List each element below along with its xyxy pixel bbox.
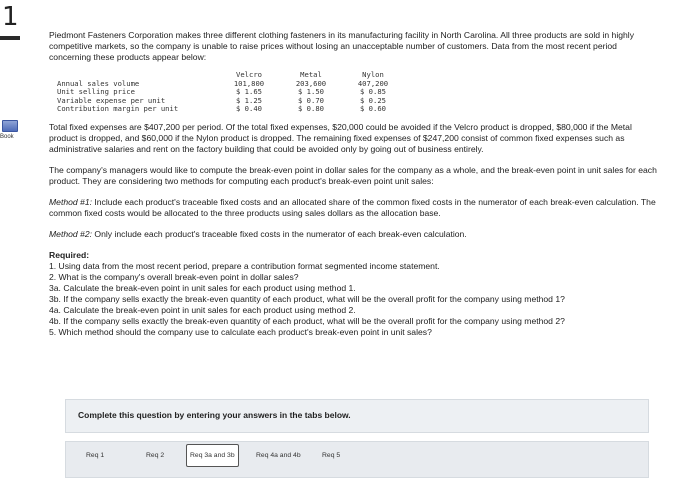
book-label: Book	[0, 134, 14, 140]
question-number-underline	[0, 36, 20, 40]
table-cell: $ 0.25	[360, 95, 386, 105]
table-cell: $ 1.50	[298, 87, 324, 97]
table-cell: $ 0.85	[360, 87, 386, 97]
table-cell: 101,800	[233, 78, 265, 88]
table-cell: $ 0.80	[298, 104, 324, 114]
required-section	[49, 250, 657, 338]
managers-paragraph: The company's managers would like to compute the break-even point in dollar sales for the company as a whole, and the break-even point in unit sales for each product. They are considering two methods for computing each product's break-even point unit sales:	[49, 164, 657, 186]
column-header: Velcro	[236, 70, 262, 79]
required-heading: Required:	[49, 249, 90, 260]
method1-label: Method #1:	[49, 196, 92, 207]
table-cell: $ 0.60	[360, 104, 386, 114]
method1-text: Include each product's traceable fixed costs and an allocated share of the common fixed costs in the numerator of each break-even calculation. The common fixed costs would be allocated to the three products using sales dollars as the allocation base.	[49, 196, 656, 218]
method2-paragraph	[49, 229, 657, 240]
table-cell: $ 1.25	[236, 95, 262, 105]
required-item: 2. What is the company's overall break-even point in dollar sales?	[49, 271, 299, 282]
row-label: Unit selling price	[57, 87, 135, 97]
tab-req-3a-3b[interactable]: Req 3a and 3b	[186, 444, 239, 467]
table-cell: 407,200	[357, 78, 389, 88]
tab-req-5[interactable]: Req 5	[322, 452, 341, 459]
tab-req-2[interactable]: Req 2	[146, 452, 165, 459]
book-icon	[2, 120, 18, 132]
table-cell: $ 1.65	[236, 87, 262, 97]
requirement-tabs	[65, 441, 649, 478]
row-label: Variable expense per unit	[57, 95, 166, 105]
question-number: 1	[2, 2, 19, 32]
method1-paragraph	[49, 197, 657, 219]
instruction-banner	[65, 399, 649, 433]
column-header: Nylon	[362, 70, 384, 79]
table-cell: 203,600	[295, 78, 327, 88]
required-item: 4b. If the company sells exactly the break-even quantity of each product, what will be the overall profit for the company using method 2?	[49, 315, 565, 326]
fixed-expenses-paragraph: Total fixed expenses are $407,200 per period. Of the total fixed expenses, $20,000 could be avoided if the Velcro product is dropped, $80,000 if the Metal product is dropped, and $60,000 if the Nylon product is dropped. The remaining fixed expenses of $247,200 consist of common fixed expenses such as administrative salaries and rent on the factory building that could be avoided only by going out of business entirely.	[49, 121, 632, 154]
required-item: 3a. Calculate the break-even point in unit sales for each product using method 1.	[49, 282, 356, 293]
tab-req-1[interactable]: Req 1	[86, 452, 105, 459]
method2-label: Method #2:	[49, 228, 92, 239]
intro-paragraph: Piedmont Fasteners Corporation makes three different clothing fasteners in its manufacturing facility in North Carolina. All three products are sold in highly competitive markets, so the company is unable to raise prices without losing an unacceptable number of customers. Data from the most recent period concerning these products appear below:	[49, 30, 634, 62]
table-cell: $ 0.40	[236, 104, 262, 114]
required-item: 5. Which method should the company use to calculate each product's break-even point in unit sales?	[49, 326, 432, 337]
instruction-text: Complete this question by entering your answers in the tabs below.	[78, 410, 351, 420]
row-label: Annual sales volume	[57, 78, 140, 88]
table-row	[57, 105, 407, 114]
book-button[interactable]	[0, 120, 22, 140]
table-cell: $ 0.70	[298, 95, 324, 105]
required-item: 1. Using data from the most recent period, prepare a contribution format segmented income statement.	[49, 260, 440, 271]
required-item: 3b. If the company sells exactly the break-even quantity of each product, what will be the overall profit for the company using method 1?	[49, 293, 565, 304]
tab-req-4a-4b[interactable]: Req 4a and 4b	[256, 452, 301, 459]
column-header: Metal	[300, 70, 322, 79]
required-item: 4a. Calculate the break-even point in unit sales for each product using method 2.	[49, 304, 356, 315]
product-data-table	[57, 71, 407, 114]
row-label: Contribution margin per unit	[57, 104, 179, 114]
question-content	[49, 30, 657, 338]
method2-text: Only include each product's traceable fixed costs in the numerator of each break-even calculation.	[92, 228, 467, 239]
